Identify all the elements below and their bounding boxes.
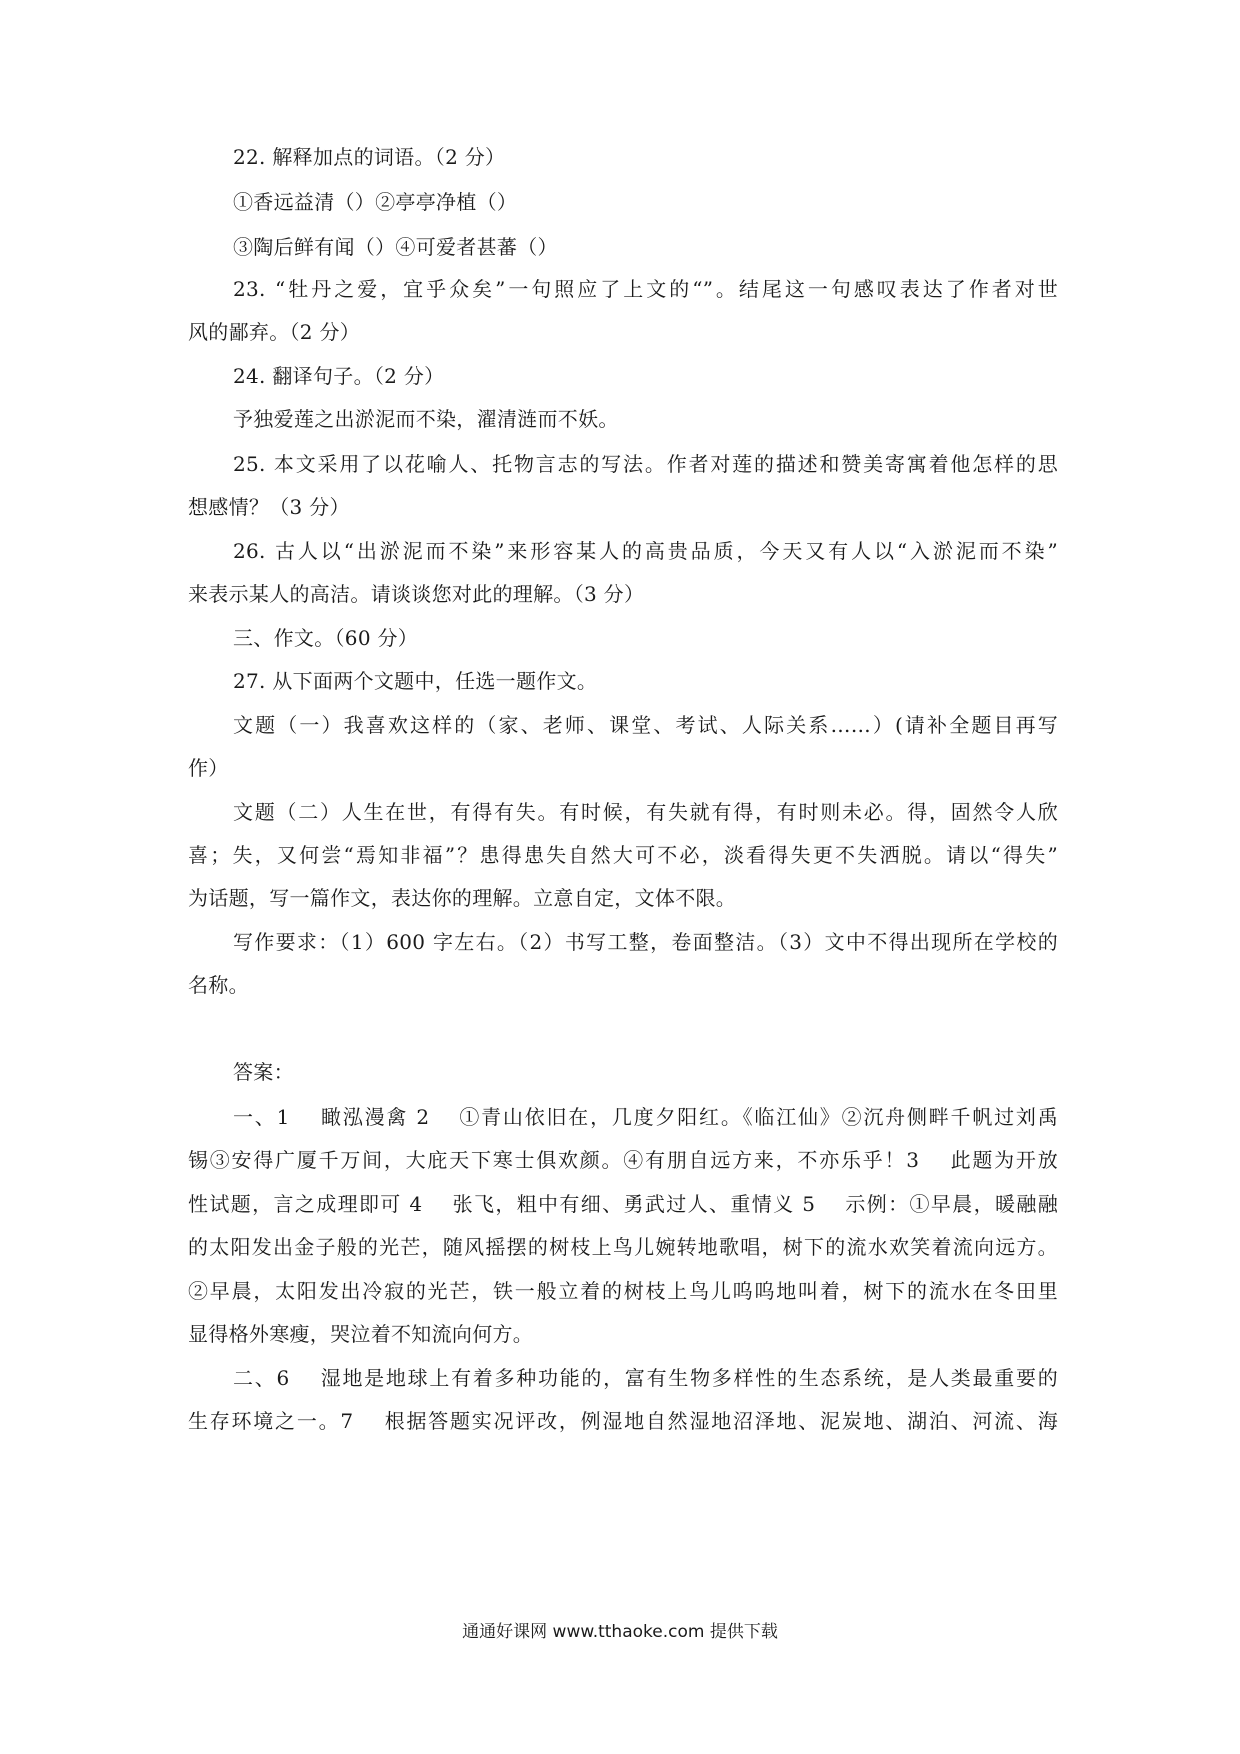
question-24-sentence: 予独爱莲之出淤泥而不染，濯清涟而不妖。: [233, 407, 619, 431]
writing-requirements-line-1: 写作要求：（1）600 字左右。（2）书写工整，卷面整洁。（3）文中不得出现所在学校的: [233, 930, 1058, 954]
question-23-line-2: 风的鄙弃。（2 分）: [188, 320, 361, 344]
section-3-heading: 三、作文。（60 分）: [233, 626, 419, 650]
question-23-line-1: 23. “牡丹之爱，宜乎众矣”一句照应了上文的“”。结尾这一句感叹表达了作者对世: [233, 277, 1058, 301]
topic-2-line-3: 为话题，写一篇作文，表达你的理解。立意自定，文体不限。: [188, 886, 737, 910]
question-22-items-1: ①香远益清（）②亭亭净植（）: [233, 190, 518, 214]
page-footer: 通通好课网 www.tthaoke.com 提供下载: [462, 1622, 778, 1642]
topic-1-line-1: 文题（一）我喜欢这样的（家、老师、课堂、考试、人际关系……）(请补全题目再写: [233, 713, 1058, 737]
answer-part-2-line-1: 二、6 湿地是地球上有着多种功能的，富有生物多样性的生态系统，是人类最重要的: [233, 1366, 1058, 1390]
question-26-line-1: 26. 古人以“出淤泥而不染”来形容某人的高贵品质，今天又有人以“入淤泥而不染”: [233, 539, 1058, 563]
question-22-items-2: ③陶后鲜有闻（）④可爱者甚蕃（）: [233, 235, 558, 259]
answers-heading: 答案：: [233, 1060, 294, 1084]
topic-2-line-1: 文题（二）人生在世，有得有失。有时候，有失就有得，有时则未必。得，固然令人欣: [233, 800, 1058, 824]
topic-1-line-2: 作）: [188, 756, 229, 780]
answer-part-1-line-2: 锡③安得广厦千万间，大庇天下寒士俱欢颜。④有朋自远方来，不亦乐乎！3 此题为开放: [188, 1148, 1058, 1172]
question-27: 27. 从下面两个文题中，任选一题作文。: [233, 669, 598, 693]
question-22: 22. 解释加点的词语。（2 分）: [233, 145, 506, 169]
answer-part-1-line-1: 一、1 瞰泓漫禽 2 ①青山依旧在，几度夕阳红。《临江仙》②沉舟侧畔千帆过刘禹: [233, 1105, 1058, 1129]
writing-requirements-line-2: 名称。: [188, 973, 249, 997]
answer-part-1-line-3: 性试题，言之成理即可 4 张飞，粗中有细、勇武过人、重情义 5 示例：①早晨，暖融融: [188, 1192, 1058, 1216]
answer-part-2-line-2: 生存环境之一。7 根据答题实况评改，例湿地自然湿地沼泽地、泥炭地、湖泊、河流、海: [188, 1409, 1058, 1433]
answer-part-1-line-6: 显得格外寒瘦，哭泣着不知流向何方。: [188, 1322, 534, 1346]
question-25-line-1: 25. 本文采用了以花喻人、托物言志的写法。作者对莲的描述和赞美寄寓着他怎样的思: [233, 452, 1058, 476]
answer-part-1-line-5: ②早晨，太阳发出冷寂的光芒，铁一般立着的树枝上鸟儿呜呜地叫着，树下的流水在冬田里: [188, 1279, 1058, 1303]
question-26-line-2: 来表示某人的高洁。请谈谈您对此的理解。（3 分）: [188, 582, 645, 606]
question-25-line-2: 想感情？（3 分）: [188, 495, 350, 519]
topic-2-line-2: 喜；失，又何尝“焉知非福”？患得患失自然大可不必，淡看得失更不失洒脱。请以“得失”: [188, 843, 1058, 867]
question-24: 24. 翻译句子。（2 分）: [233, 364, 445, 388]
answer-part-1-line-4: 的太阳发出金子般的光芒，随风摇摆的树枝上鸟儿婉转地歌唱，树下的流水欢笑着流向远方。: [188, 1235, 1058, 1259]
